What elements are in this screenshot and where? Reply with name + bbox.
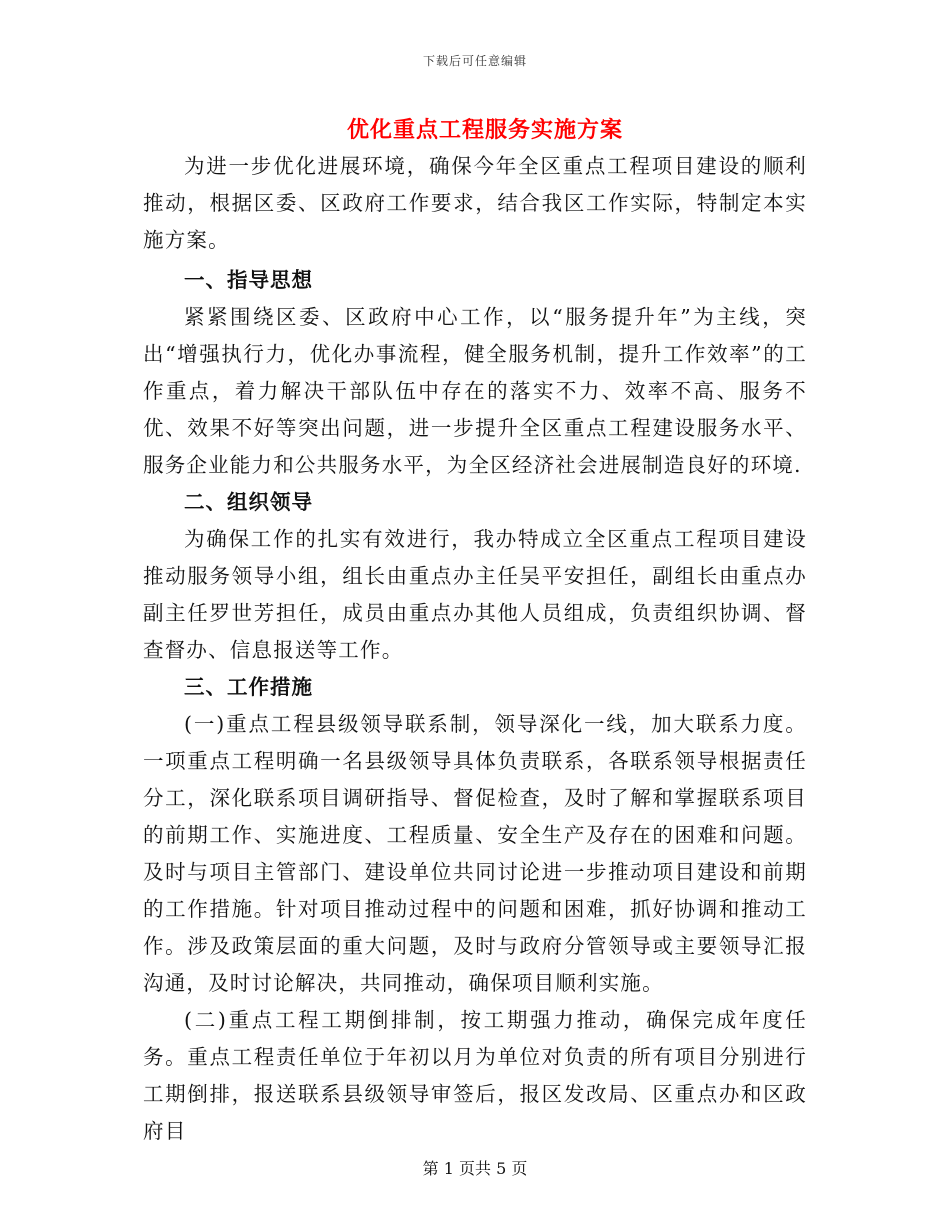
document-body (143, 112, 807, 1150)
measure-item-2: (二)重点工程工期倒排制，按工期强力推动，确保完成年度任务。重点工程责任单位于年初以月为单位对负责的所有项目分别进行工期倒排，报送联系县级领导审签后，报区发改局、区重点办和区政府目 (143, 1008, 807, 1143)
section-heading-work-measures: 三、工作措施 (184, 675, 313, 699)
section-body-organization: 为确保工作的扎实有效进行，我办特成立全区重点工程项目建设推动服务领导小组，组长由重点办主任吴平安担任，副组长由重点办副主任罗世芳担任，成员由重点办其他人员组成，负责组织协调、督查督办、信息报送等工作。 (143, 527, 807, 662)
page-footer: 第 1 页共 5 页 (422, 1159, 528, 1178)
document-title: 优化重点工程服务实施方案 (346, 117, 623, 143)
intro-paragraph: 为进一步优化进展环境，确保今年全区重点工程项目建设的顺利推动，根据区委、区政府工作要求，结合我区工作实际，特制定本实施方案。 (143, 154, 807, 252)
section-heading-guiding-ideology: 一、指导思想 (184, 268, 313, 292)
measure-item-1: (一)重点工程县级领导联系制，领导深化一线，加大联系力度。一项重点工程明确一名县级领导具体负责联系，各联系领导根据责任分工，深化联系项目调研指导、督促检查，及时了解和掌握联系项目的前期工作、实施进度、工程质量、安全生产及存在的困难和问题。及时与项目主管部门、建设单位共同讨论进一步推动项目建设和前期的工作措施。针对项目推动过程中的问题和困难，抓好协调和推动工作。涉及政策层面的重大问题，及时与政府分管领导或主要领导汇报沟通，及时讨论解决，共同推动，确保项目顺利实施。 (143, 712, 807, 995)
section-body-guiding-ideology: 紧紧围绕区委、区政府中心工作，以“服务提升年”为主线，突出“增强执行力，优化办事流程，健全服务机制，提升工作效率”的工作重点，着力解决干部队伍中存在的落实不力、效率不高、服务不优、效果不好等突出问题，进一步提升全区重点工程建设服务水平、服务企业能力和公共服务水平，为全区经济社会进展制造良好的环境. (143, 305, 807, 477)
section-heading-organization: 二、组织领导 (184, 490, 313, 514)
page-header: 下载后可任意编辑 (422, 54, 527, 68)
